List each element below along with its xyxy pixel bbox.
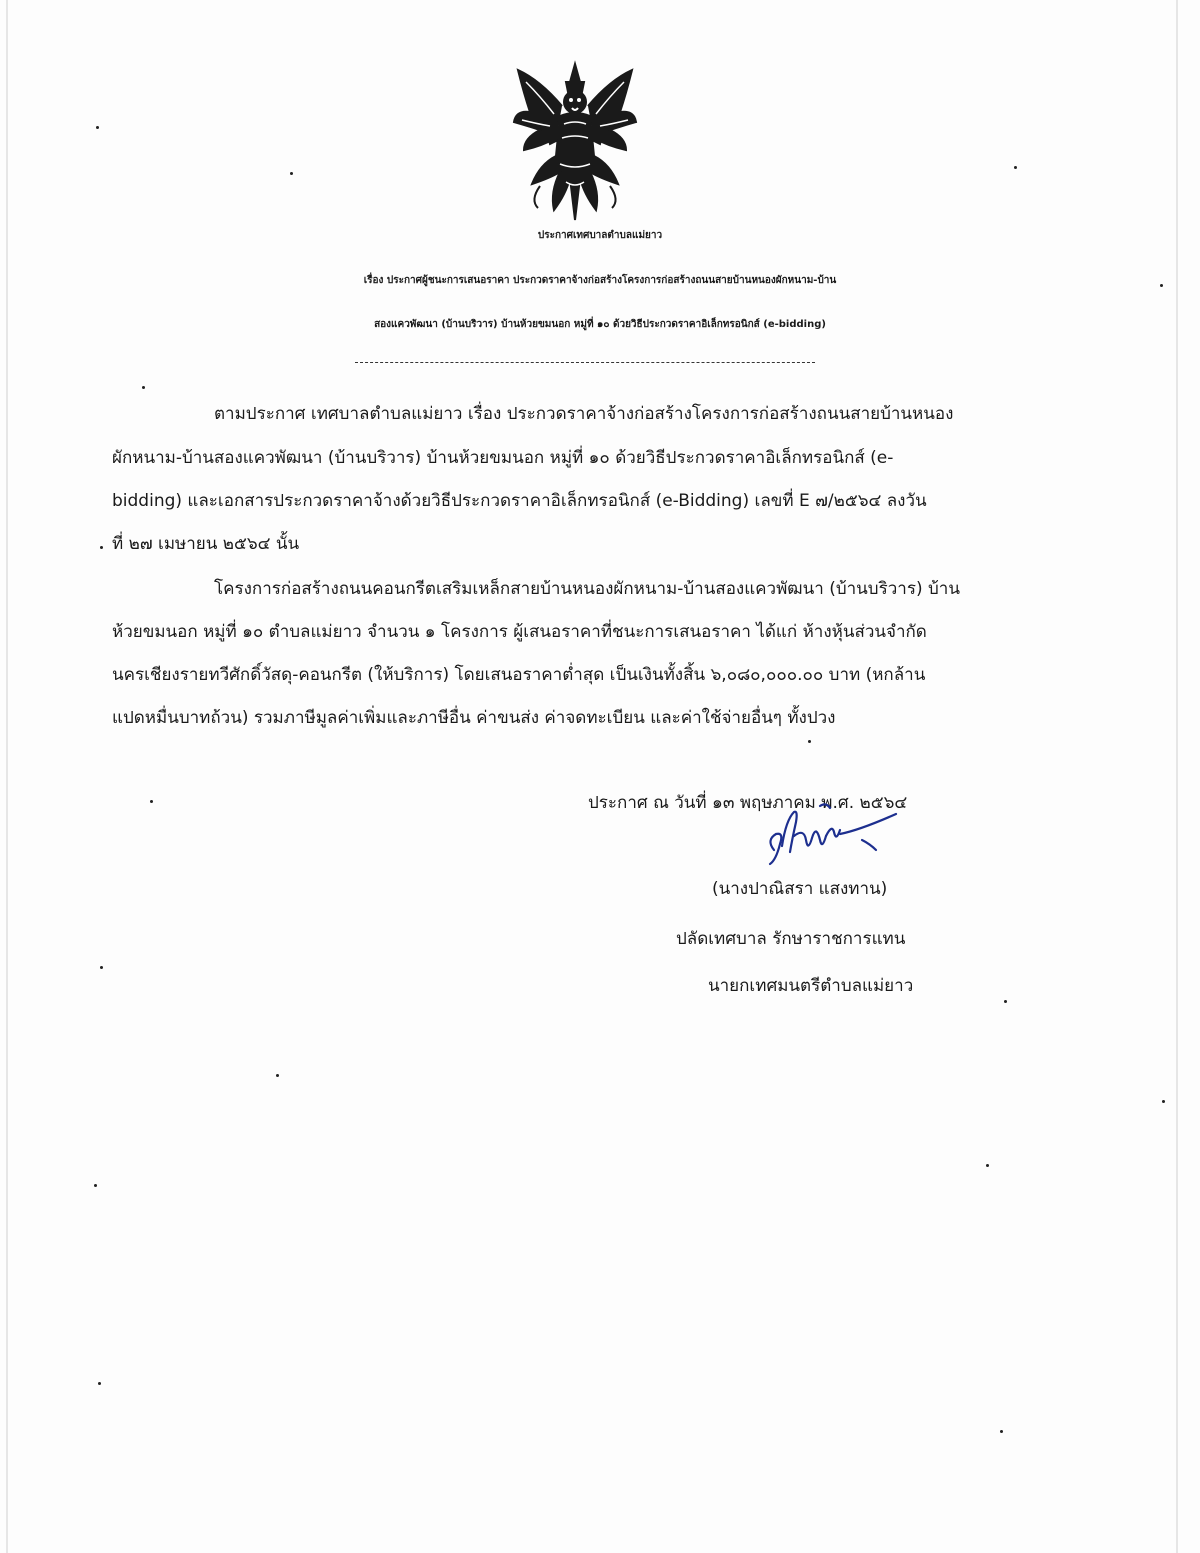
scan-speck [1004,1000,1007,1003]
paragraph-1-line-4: ที่ ๒๗ เมษายน ๒๕๖๔ นั้น [112,534,300,554]
scan-speck [1000,1430,1003,1433]
scan-speck [142,386,145,389]
scan-speck [98,1382,101,1385]
document-title: ประกาศเทศบาลตำบลแม่ยาว [537,230,663,241]
subject-line-2: สองแควพัฒนา (บ้านบริวาร) บ้านห้วยขมนอก หมู่ที่ ๑๐ ด้วยวิธีประกวดราคาอิเล็กทรอนิกส์ (e-bidding) [374,319,826,330]
signer-name: (นางปาณิสรา แสงทาน) [712,879,888,899]
scan-speck [1014,166,1017,169]
signer-position-2: นายกเทศมนตรีตำบลแม่ยาว [708,976,914,996]
scan-speck [96,126,99,129]
paragraph-1-line-2: ผักหนาม-บ้านสองแควพัฒนา (บ้านบริวาร) บ้านห้วยขมนอก หมู่ที่ ๑๐ ด้วยวิธีประกวดราคาอิเล็กทรอนิกส์ (e- [112,448,894,468]
handwritten-signature [760,800,900,870]
subject-line-1: เรื่อง ประกาศผู้ชนะการเสนอราคา ประกวดราคาจ้างก่อสร้างโครงการก่อสร้างถนนสายบ้านหนองผักหนาม-บ้าน [363,275,837,286]
separator-dashes [355,362,815,363]
garuda-emblem-icon [510,60,640,225]
paragraph-1-line-3: bidding) และเอกสารประกวดราคาจ้างด้วยวิธีประกวดราคาอิเล็กทรอนิกส์ (e-Bidding) เลขที่ E ๗/๒๕๖๔ ลงวัน [112,491,927,511]
scan-speck [808,740,811,743]
paragraph-2-line-4: แปดหมื่นบาทถ้วน) รวมภาษีมูลค่าเพิ่มและภาษีอื่น ค่าขนส่ง ค่าจดทะเบียน และค่าใช้จ่ายอื่นๆ ทั้งปวง [112,708,836,728]
scan-speck [150,800,153,803]
scan-speck [94,1184,97,1187]
paragraph-2-line-3: นครเชียงรายทวีศักดิ์วัสดุ-คอนกรีต (ให้บริการ) โดยเสนอราคาต่ำสุด เป็นเงินทั้งสิ้น ๖,๐๘๐,๐๐๐.๐๐ บาท (หกล้าน [112,665,926,685]
scan-speck [276,1074,279,1077]
announcement-date: ประกาศ ณ วันที่ ๑๓ พฤษภาคม พ.ศ. ๒๕๖๔ [588,793,908,813]
scan-speck [1162,1100,1165,1103]
scan-speck [100,546,103,549]
scan-speck [986,1164,989,1167]
paragraph-1-line-1: ตามประกาศ เทศบาลตำบลแม่ยาว เรื่อง ประกวดราคาจ้างก่อสร้างโครงการก่อสร้างถนนสายบ้านหนอง [214,404,954,424]
scan-speck [100,966,103,969]
paragraph-2-line-1: โครงการก่อสร้างถนนคอนกรีตเสริมเหล็กสายบ้านหนองผักหนาม-บ้านสองแควพัฒนา (บ้านบริวาร) บ้าน [214,579,960,599]
paragraph-2-line-2: ห้วยขมนอก หมู่ที่ ๑๐ ตำบลแม่ยาว จำนวน ๑ โครงการ ผู้เสนอราคาที่ชนะการเสนอราคา ได้แก่ ห้างหุ้นส่วนจำกัด [112,622,927,642]
scan-speck [290,172,293,175]
signer-position-1: ปลัดเทศบาล รักษาราชการแทน [676,929,906,949]
